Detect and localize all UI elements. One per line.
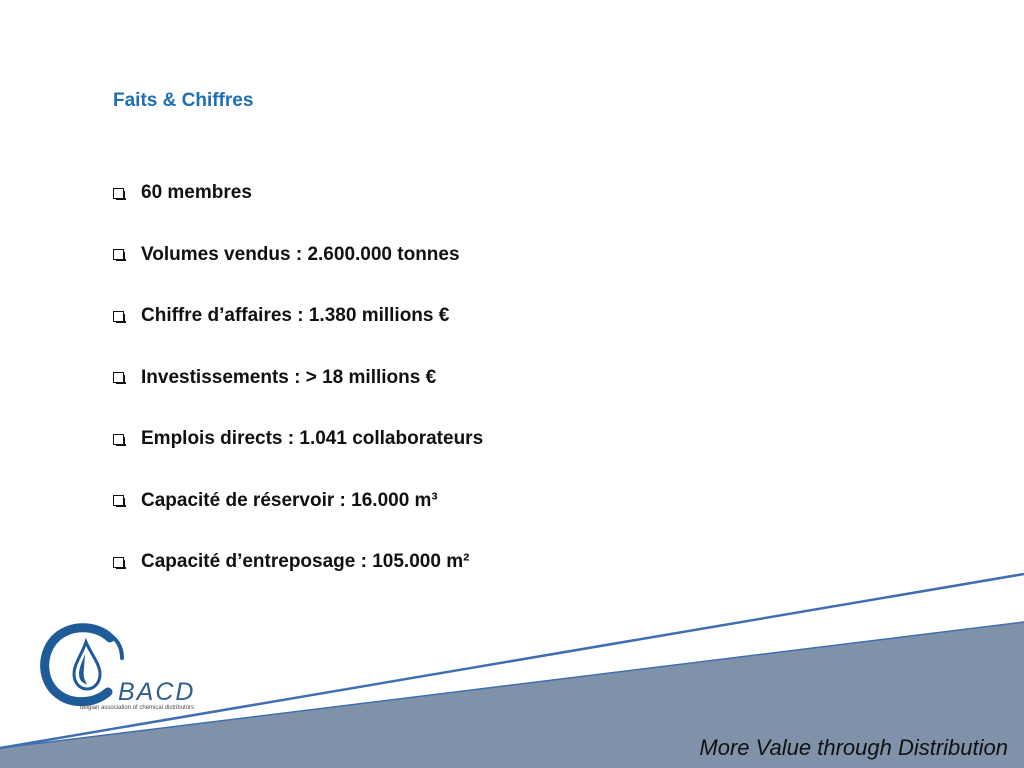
page-title: Faits & Chiffres (113, 90, 254, 111)
list-item (113, 549, 483, 575)
list-item-text: Capacité de réservoir : 16.000 m³ (141, 489, 438, 511)
list-item-text: Emplois directs : 1.041 collaborateurs (141, 428, 484, 449)
tagline: More Value through Distribution (699, 735, 1008, 760)
list-item (113, 488, 483, 514)
logo-subtitle: belgian association of chemical distributors (80, 705, 195, 711)
list-item-text: Volumes vendus : 2.600.000 tonnes (141, 243, 460, 265)
list-item (113, 303, 483, 329)
checkbox-bullet-icon (113, 372, 124, 383)
facts-list (113, 180, 483, 611)
checkbox-bullet-icon (113, 557, 124, 568)
checkbox-bullet-icon (113, 249, 124, 260)
water-drop-icon (74, 642, 100, 689)
list-item (113, 180, 483, 206)
list-item-text: Investissements : > 18 millions € (141, 366, 437, 388)
checkbox-bullet-icon (113, 188, 124, 199)
checkbox-bullet-icon (113, 495, 124, 506)
list-item (113, 426, 483, 452)
checkbox-bullet-icon (113, 311, 124, 322)
list-item (113, 365, 483, 391)
list-item-text: Chiffre d’affaires : 1.380 millions € (141, 305, 450, 326)
list-item-text: Capacité d’entreposage : 105.000 m² (141, 551, 470, 572)
checkbox-bullet-icon (113, 434, 124, 445)
list-item-text: 60 membres (141, 182, 252, 203)
logo-wordmark: BACD (118, 678, 196, 706)
list-item (113, 242, 483, 268)
